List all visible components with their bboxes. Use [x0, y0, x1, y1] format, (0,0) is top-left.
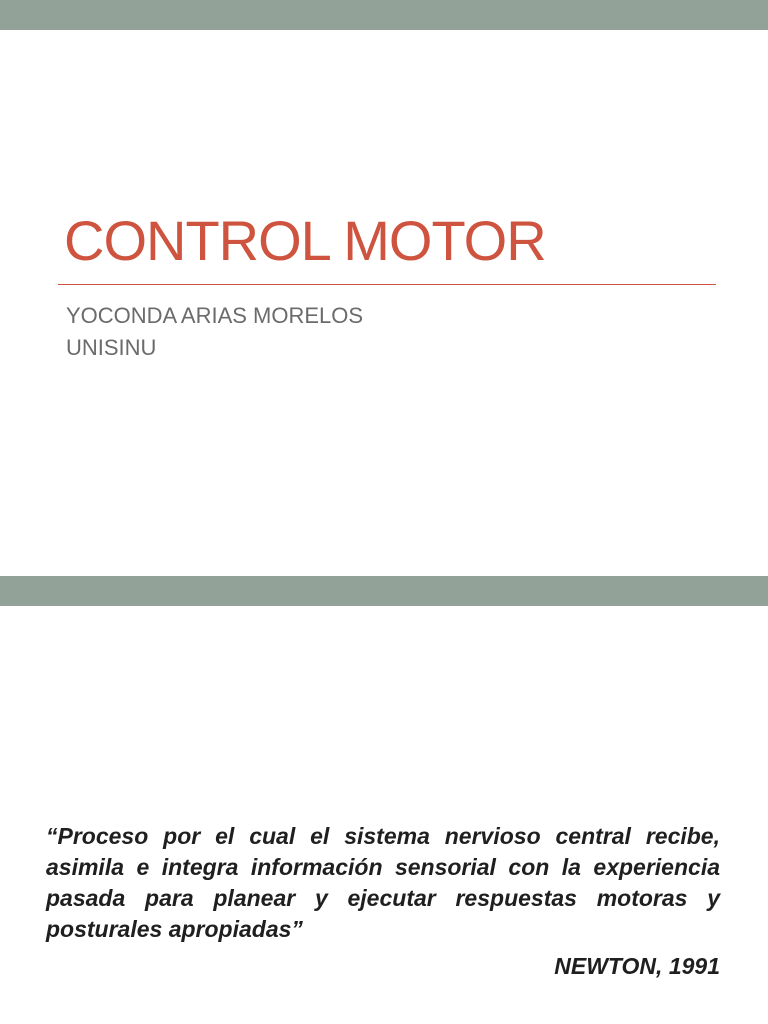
definition-quote: “Proceso por el cual el sistema nervioso central recibe, asimila e integra información sensorial con la experiencia pasada para planear y ejecutar respuestas motoras y posturales apropiadas”	[46, 823, 720, 942]
quote-attribution: NEWTON, 1991	[554, 953, 720, 979]
top-accent-band	[0, 0, 768, 30]
slide-subtitle	[66, 300, 363, 364]
slide-title-heading: CONTROL MOTOR	[64, 209, 546, 272]
title-divider	[58, 284, 716, 285]
slide-definition	[0, 576, 768, 1024]
author-name: YOCONDA ARIAS MORELOS	[66, 303, 364, 328]
institution-name: UNISINU	[66, 335, 157, 360]
top-accent-band	[0, 576, 768, 606]
